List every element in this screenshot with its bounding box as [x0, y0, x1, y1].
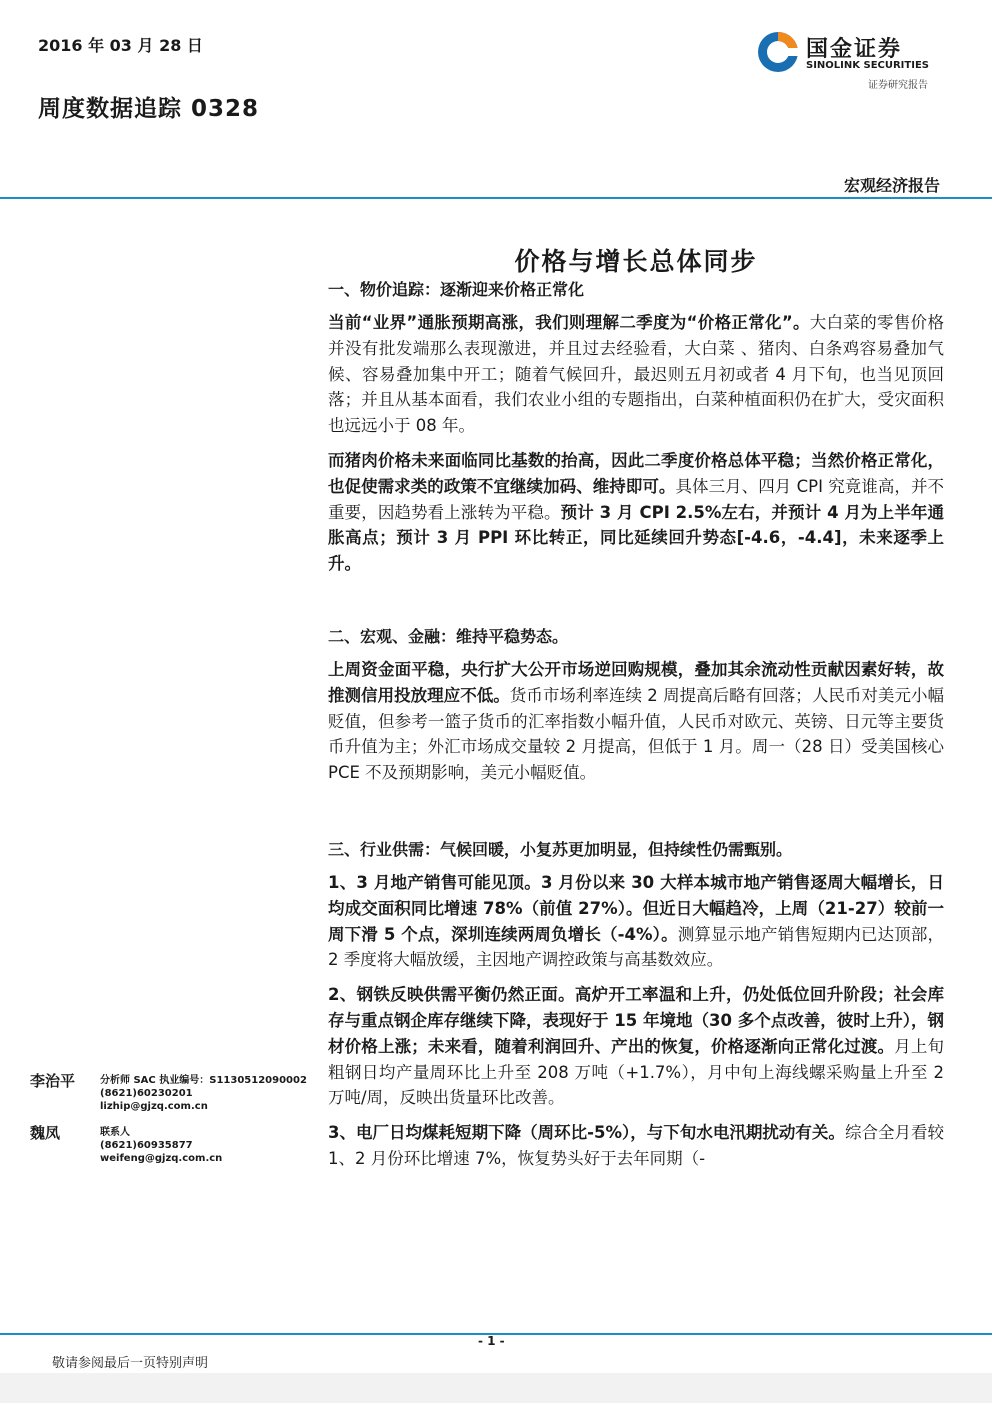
report-body — [328, 277, 944, 1181]
section-heading: 一、物价追踪：逐渐迎来价格正常化 — [328, 280, 585, 299]
paragraph-text: 具体三月、四月 CPI 究竟谁高，并不重要，因趋势看上涨转为平稳。 — [328, 476, 945, 522]
report-date: 2016 年 03 月 28 日 — [38, 36, 203, 55]
company-logo — [756, 30, 946, 90]
analyst-credential: 联系人 — [100, 1127, 130, 1138]
paragraph-text: 大白菜的零售价格并没有批发端那么表现激进，并且过去经验看，大白菜 、猪肉、白条鸡容易叠加气候、容易叠加集中开工；随着气候回升，最迟则五月初或者 4 月下旬，也当见顶回落；并且从基本面看，我们农业小组的专题指出，白菜种植面积仍在扩大，受灾面积也远远小于 08 年。 — [328, 313, 944, 436]
paragraph-conclusion: 预计 3 月 CPI 2.5%左右，并预计 4 月为上半年通胀高点；预计 3 月 PPI 环比转正，同比延续回升势态[-4.6，-4.4]，未来逐季上升。 — [328, 502, 945, 574]
logo-subtitle: 证券研究报告 — [868, 80, 928, 91]
paragraph-lead: 而猪肉价格未来面临同比基数的抬高，因此二季度价格总体平稳；当然价格正常化，也促使需求类的政策不宜继续加码、维持即可。 — [328, 450, 944, 496]
paragraph — [328, 310, 944, 439]
paragraph — [328, 448, 944, 577]
analyst-entry — [30, 1070, 310, 1122]
paragraph-lead: 2、钢铁反映供需平衡仍然正面。高炉开工率温和上升，仍处低位回升阶段；社会库存与重点钢企库存继续下降，表现好于 15 年境地（30 多个点改善，彼时上升），钢材价格上涨；未来看，随着利润回升、产出的恢复，价格逐渐向正常化过渡。 — [328, 985, 944, 1056]
report-title: 周度数据追踪 0328 — [38, 96, 260, 122]
analyst-name: 魏凤 — [30, 1124, 61, 1142]
paragraph — [328, 1120, 944, 1172]
report-type: 宏观经济报告 — [843, 176, 940, 195]
analyst-panel — [30, 1070, 310, 1174]
analyst-name: 李治平 — [30, 1072, 76, 1090]
page-number: - 1 - — [478, 1334, 505, 1348]
section-heading: 三、行业供需：气候回暖，小复苏更加明显，但持续性仍需甄别。 — [328, 839, 793, 859]
section-heading: 二、宏观、金融：维持平稳势态。 — [328, 626, 569, 646]
paragraph-text: 测算显示地产销售短期内已达顶部，2 季度将大幅放缓，主因地产调控政策与高基数效应。 — [328, 924, 944, 970]
analyst-entry — [30, 1122, 310, 1174]
analyst-email: weifeng@gjzq.com.cn — [100, 1153, 223, 1164]
analyst-phone: (8621)60935877 — [100, 1140, 193, 1151]
paragraph — [328, 870, 944, 973]
analyst-credential: 分析师 SAC 执业编号：S1130512090002 — [100, 1075, 307, 1086]
paragraph — [328, 657, 944, 786]
paragraph-text: 综合全月看较 1、2 月份环比增速 7%，恢复势头好于去年同期（- — [328, 1123, 945, 1168]
paragraph-lead: 上周资金面平稳，央行扩大公开市场逆回购规模，叠加其余流动性贡献因素好转，故推测信用投放理应不低。 — [328, 659, 944, 705]
paragraph — [328, 982, 944, 1111]
analyst-contact — [100, 1074, 307, 1113]
paragraph-lead: 3、电厂日均煤耗短期下降（周环比-5%），与下旬水电汛期扰动有关。 — [328, 1123, 845, 1143]
footer-band — [0, 1373, 992, 1403]
analyst-phone: (8621)60230201 — [100, 1088, 193, 1099]
logo-text-en: SINOLINK SECURITIES — [806, 60, 929, 71]
sinolink-logo-icon — [756, 30, 800, 74]
paragraph-lead: 1、3 月地产销售可能见顶。3 月份以来 30 大样本城市地产销售逐周大幅增长，日均成交面积同比增速 78%（前值 27%）。但近日大幅趋冷，上周（21-27）较前一周下滑 5 个点，深圳连续两周负增长（-4%）。 — [328, 872, 944, 944]
analyst-email: lizhip@gjzq.com.cn — [100, 1101, 208, 1112]
paragraph-lead: 当前“业界”通胀预期高涨，我们则理解二季度为“价格正常化”。 — [328, 313, 810, 332]
paragraph-text: 货币市场利率连续 2 周提高后略有回落；人民币对美元小幅贬值，但参考一篮子货币的汇率指数小幅升值，人民币对欧元、英镑、日元等主要货币升值为主；外汇市场成交量较 2 月提高，但低于 1 月。周一（28 日）受美国核心 PCE 不及预期影响，美元小幅贬值。 — [328, 685, 945, 783]
paragraph-text: 月上旬粗钢日均产量周环比上升至 208 万吨（+1.7%），月中旬上海线螺采购量上升至 2 万吨/周，反映出货量环比改善。 — [328, 1036, 945, 1108]
disclaimer-note: 敬请参阅最后一页特别声明 — [52, 1356, 209, 1371]
analyst-contact — [100, 1126, 222, 1165]
header-divider — [0, 197, 992, 199]
main-heading: 价格与增长总体同步 — [514, 247, 758, 276]
logo-text-cn: 国金证券 — [806, 37, 903, 62]
